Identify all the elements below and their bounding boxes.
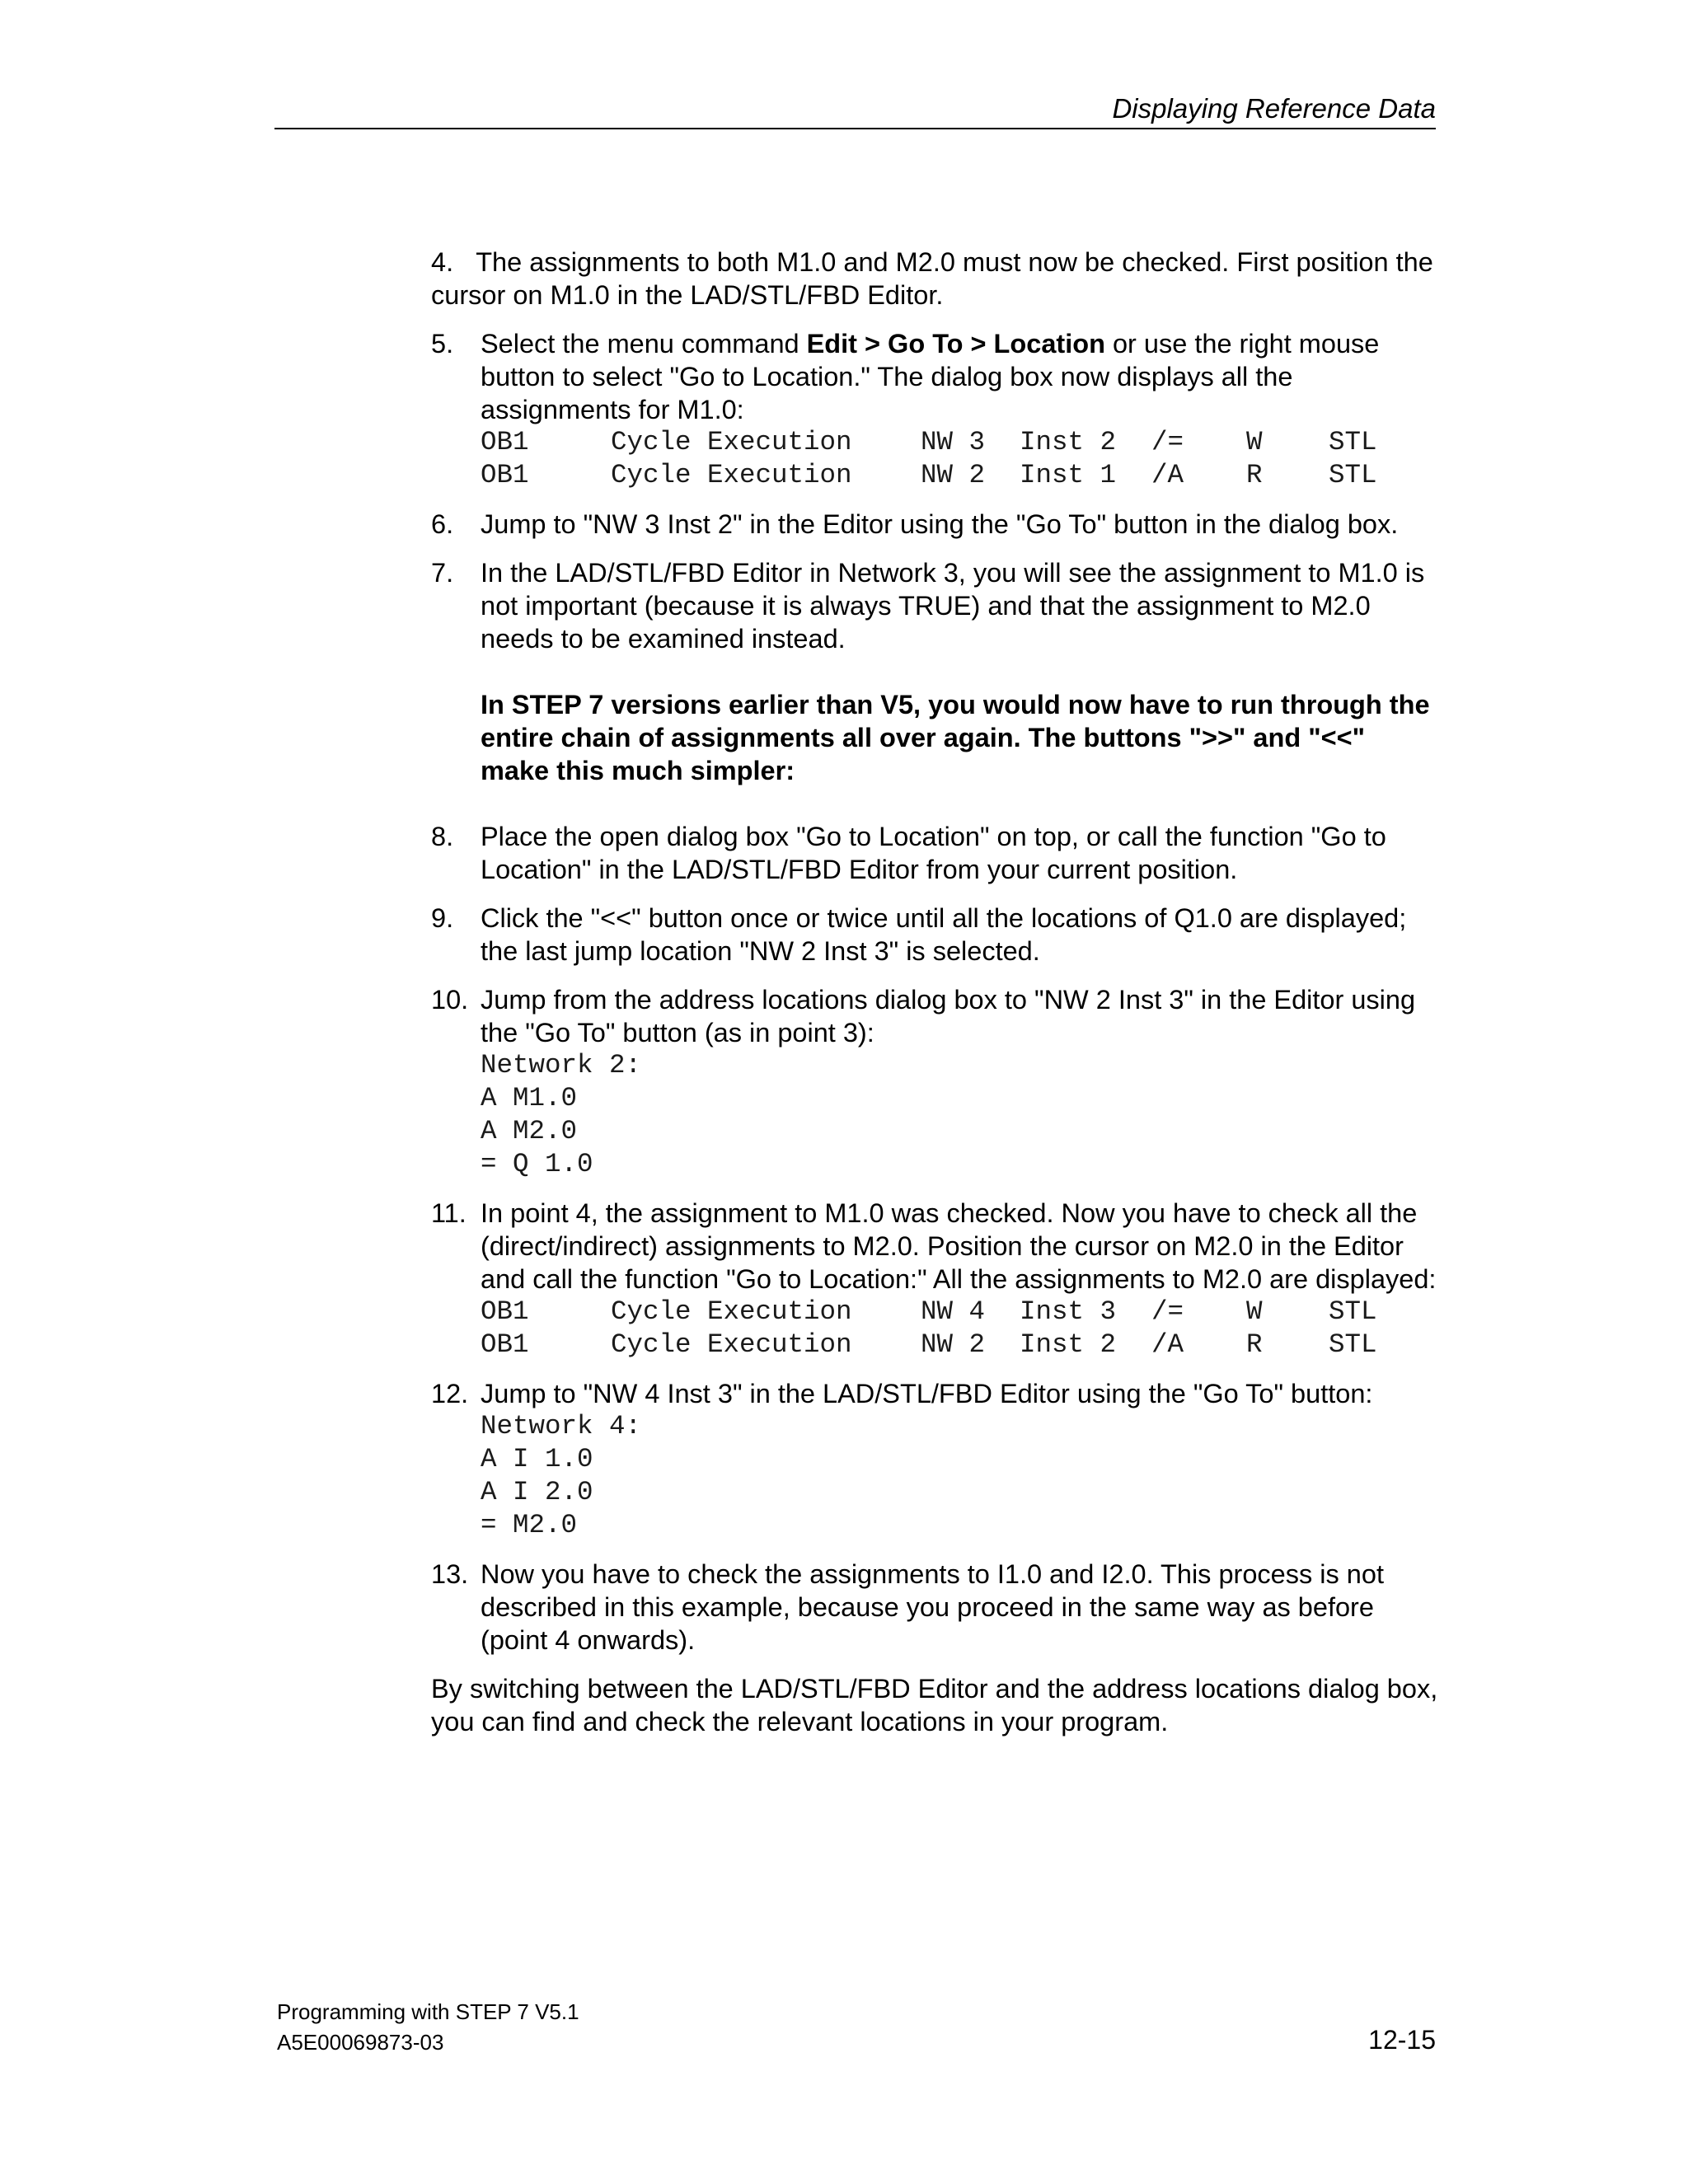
step-8 — [431, 820, 1441, 886]
step-7 — [431, 556, 1441, 655]
step-5-number: 5. — [431, 329, 454, 359]
code-line: A I 1.0 — [481, 1444, 593, 1474]
step-12 — [431, 1377, 1441, 1542]
step-8-number: 8. — [431, 822, 454, 851]
step-13-text: Now you have to check the assignments to I1.0 and I2.0. This process is not described in this example, because you proceed in the same way as before (point 4 onwards). — [481, 1559, 1384, 1655]
step-6-number: 6. — [431, 509, 454, 539]
ref-ob-type: Cycle Execution — [611, 460, 852, 490]
step-9-number: 9. — [431, 903, 454, 933]
ref-ob-type: Cycle Execution — [611, 1329, 852, 1360]
ref-ob-type: Cycle Execution — [611, 1296, 852, 1327]
code-line: A M1.0 — [481, 1083, 578, 1113]
ref-op: /= — [1151, 427, 1184, 457]
step-11-number: 11. — [431, 1198, 467, 1228]
ref-language: STL — [1329, 427, 1377, 457]
reference-row — [481, 1296, 1441, 1329]
ref-network: NW 4 — [921, 1296, 986, 1327]
ref-block: OB1 — [481, 460, 529, 490]
reference-row — [481, 1329, 1441, 1361]
menu-path: Edit > Go To > Location — [806, 329, 1105, 359]
code-line: A M2.0 — [481, 1116, 578, 1146]
step-12-text: Jump to "NW 4 Inst 3" in the LAD/STL/FBD Editor using the "Go To" button: — [481, 1379, 1373, 1408]
ref-op: /A — [1151, 1329, 1184, 1360]
closing-paragraph: By switching between the LAD/STL/FBD Editor and the address locations dialog box, you can find and check the relevant locations in your program. — [431, 1674, 1438, 1736]
reference-list-m1 — [481, 426, 1441, 492]
ref-language: STL — [1329, 460, 1377, 490]
page-content — [431, 246, 1441, 1754]
step-7-number: 7. — [431, 558, 454, 588]
ref-instruction: Inst 1 — [1020, 460, 1117, 490]
step-13-number: 13. — [431, 1559, 469, 1589]
step-10-number: 10. — [431, 985, 469, 1015]
step-6 — [431, 508, 1441, 541]
ref-network: NW 3 — [921, 427, 986, 457]
step-4 — [431, 246, 1441, 312]
footer-manual-title: Programming with STEP 7 V5.1 — [277, 1999, 579, 2024]
code-line: Network 4: — [481, 1411, 642, 1441]
version-note: In STEP 7 versions earlier than V5, you would now have to run through the entire chain of assignments all over again. The buttons ">>" and "<<" make this much simpler: — [481, 690, 1430, 785]
code-line: A I 2.0 — [481, 1477, 593, 1507]
step-7-text: In the LAD/STL/FBD Editor in Network 3, you will see the assignment to M1.0 is not important (because it is always TRUE) and that the assignment to M2.0 needs to be examined instead. — [481, 558, 1425, 654]
running-header-title: Displaying Reference Data — [1112, 93, 1436, 124]
ref-instruction: Inst 2 — [1020, 1329, 1117, 1360]
footer-manual-info — [277, 1997, 579, 2058]
step-13 — [431, 1558, 1441, 1657]
step-5 — [431, 327, 1441, 492]
ref-ob-type: Cycle Execution — [611, 427, 852, 457]
code-line: = Q 1.0 — [481, 1149, 593, 1179]
step-6-text: Jump to "NW 3 Inst 2" in the Editor using the "Go To" button in the dialog box. — [481, 509, 1399, 539]
ref-network: NW 2 — [921, 1329, 986, 1360]
step-5-text — [481, 327, 1441, 426]
step-11 — [431, 1197, 1441, 1361]
step-9-text: Click the "<<" button once or twice until all the locations of Q1.0 are displayed; the last jump location "NW 2 Inst 3" is selected. — [481, 903, 1407, 966]
step-10 — [431, 983, 1441, 1181]
footer-doc-id: A5E00069873-03 — [277, 2030, 444, 2055]
ref-instruction: Inst 2 — [1020, 427, 1117, 457]
header-rule — [274, 128, 1436, 129]
reference-row — [481, 459, 1441, 492]
step-10-text: Jump from the address locations dialog box to "NW 2 Inst 3" in the Editor using the "Go To" button (as in point 3): — [481, 985, 1416, 1047]
ref-block: OB1 — [481, 427, 529, 457]
step-5-text-pre: Select the menu command — [481, 329, 807, 359]
reference-row — [481, 426, 1441, 459]
ref-access: R — [1246, 460, 1263, 490]
step-8-text: Place the open dialog box "Go to Location" on top, or call the function "Go to Location" in the LAD/STL/FBD Editor from your current position. — [481, 822, 1386, 884]
step-4-number: 4. — [431, 247, 454, 277]
step-11-text: In point 4, the assignment to M1.0 was checked. Now you have to check all the (direct/indirect) assignments to M2.0. Position the cursor on M2.0 in the Editor and call the function "Go to Location:" All the assignments to M2.0 are displayed: — [481, 1198, 1437, 1294]
ref-language: STL — [1329, 1329, 1377, 1360]
ref-access: W — [1246, 1296, 1263, 1327]
ref-op: /= — [1151, 1296, 1184, 1327]
step-4-text: The assignments to both M1.0 and M2.0 must now be checked. First position the cursor on M1.0 in the LAD/STL/FBD Editor. — [431, 247, 1433, 310]
ref-op: /A — [1151, 460, 1184, 490]
ref-block: OB1 — [481, 1329, 529, 1360]
ref-instruction: Inst 3 — [1020, 1296, 1117, 1327]
ref-network: NW 2 — [921, 460, 986, 490]
step-9 — [431, 902, 1441, 968]
ref-access: W — [1246, 427, 1263, 457]
code-line: Network 2: — [481, 1050, 642, 1080]
step-5-text-post: or use the right mouse button to select "Go to Location." The dialog box now displays all the assignments for M1.0: — [481, 329, 1380, 424]
page-number: 12-15 — [1368, 2025, 1436, 2055]
code-line: = M2.0 — [481, 1510, 578, 1540]
ref-block: OB1 — [481, 1296, 529, 1327]
ref-language: STL — [1329, 1296, 1377, 1327]
reference-list-m2 — [481, 1296, 1441, 1361]
ref-access: R — [1246, 1329, 1263, 1360]
step-12-number: 12. — [431, 1379, 469, 1408]
